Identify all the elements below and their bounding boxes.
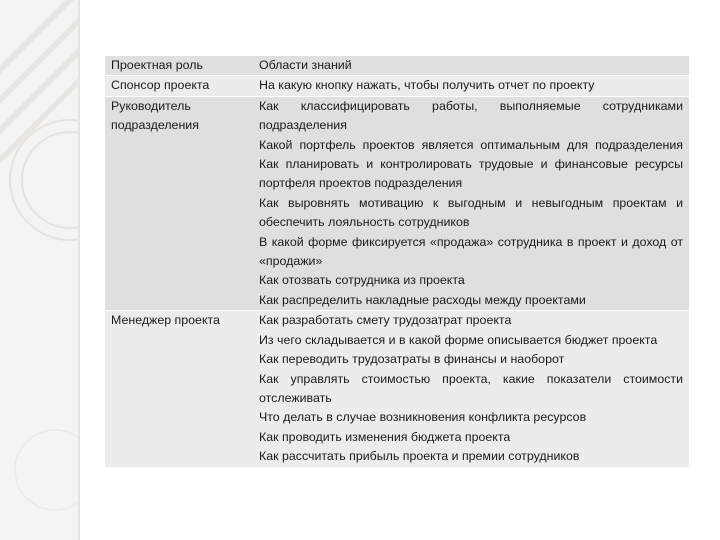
- role-cell: Руководитель подразделения: [105, 96, 253, 310]
- role-cell: Менеджер проекта: [105, 311, 253, 467]
- question-item: Как распределить накладные расходы между проектами: [259, 292, 586, 307]
- question-item: Как рассчитать прибыль проекта и премии сотрудников: [259, 449, 580, 464]
- role-cell: Спонсор проекта: [105, 76, 253, 96]
- question-item: На какую кнопку нажать, чтобы получить отчет по проекту: [259, 78, 595, 93]
- question-item: Как выровнять мотивацию к выгодным и невыгодным проектам и обеспечить лояльность сотрудников: [259, 195, 683, 230]
- questions-cell: [253, 76, 689, 96]
- question-item: Как разработать смету трудозатрат проекта: [259, 313, 512, 328]
- question-item: Как управлять стоимостью проекта, какие показатели стоимости отслеживать: [259, 371, 683, 405]
- knowledge-table: [105, 55, 689, 467]
- vertical-separator: [78, 0, 80, 540]
- question-item: Что делать в случае возникновения конфликта ресурсов: [259, 410, 587, 425]
- question-item: Как проводить изменения бюджета проекта: [259, 429, 511, 444]
- question-item: Как переводить трудозатраты в финансы и наоборот: [259, 352, 565, 367]
- question-item: Какой портфель проектов является оптимальным для подразделения: [259, 137, 683, 152]
- questions-cell: [253, 311, 689, 467]
- table-header-row: [105, 56, 689, 76]
- question-item: Как классифицировать работы, выполняемые сотрудниками подразделения: [259, 98, 683, 133]
- decorative-side-band: [0, 0, 78, 540]
- decorative-stripes: [0, 0, 78, 540]
- header-role: Проектная роль: [105, 56, 253, 76]
- header-knowledge: Области знаний: [253, 56, 689, 76]
- questions-cell: [253, 96, 689, 310]
- table-row: [105, 76, 689, 96]
- question-item: Как отозвать сотрудника из проекта: [259, 273, 465, 288]
- question-item: Из чего складывается и в какой форме описывается бюджет проекта: [259, 332, 658, 347]
- table-row: [105, 96, 689, 310]
- question-item: Как планировать и контролировать трудовые и финансовые ресурсы портфеля проектов подразделения: [259, 157, 683, 191]
- table-row: [105, 311, 689, 467]
- question-item: В какой форме фиксируется «продажа» сотрудника в проект и доход от «продажи»: [259, 234, 683, 269]
